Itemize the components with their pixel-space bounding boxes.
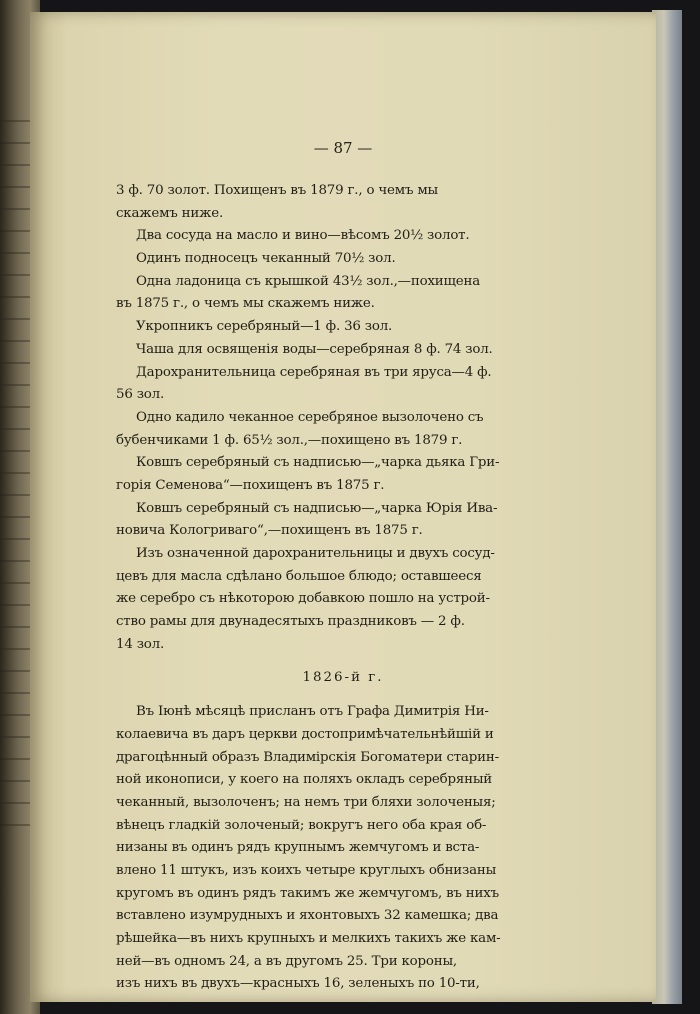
year-heading: 1826-й г. (302, 670, 384, 686)
text-line: скажемъ ниже. (116, 205, 224, 221)
page-number: — 87 — (313, 139, 373, 157)
section-gap (116, 656, 560, 661)
text-block-1 (116, 180, 560, 656)
text-line: Чаша для освященія воды—серебряная 8 ф. 74 зол. (136, 341, 493, 357)
book-page (30, 12, 656, 1002)
text-line: вставлено изумрудныхъ и яхонтовыхъ 32 камешка; два (116, 908, 499, 924)
text-line: 3 ф. 70 золот. Похищенъ въ 1879 г., о чемъ мы (116, 183, 439, 198)
text-line: чеканный, вызолоченъ; на немъ три бляхи золоченыя; (116, 794, 496, 810)
text-line: Въ Іюнѣ мѣсяцѣ присланъ отъ Графа Димитрія Ни- (136, 704, 489, 720)
text-line: Одинъ подносецъ чеканный 70½ зол. (136, 251, 396, 267)
text-line: Изъ означенной дарохранительницы и двухъ сосуд- (136, 546, 495, 561)
text-line: изъ нихъ въ двухъ—красныхъ 16, зеленыхъ по 10-ти, (116, 976, 480, 992)
text-line: ство рамы для двунадесятыхъ праздниковъ — 2 ф. (116, 614, 465, 630)
text-line: бубенчиками 1 ф. 65½ зол.,—похищено въ 1879 г. (116, 432, 463, 448)
text-line: цевъ для масла сдѣлано большое блюдо; оставшееся (116, 568, 482, 584)
text-line: 56 зол. (116, 387, 165, 403)
text-line: колаевича въ даръ церкви достопримѣчательнѣйшій и (116, 726, 494, 742)
text-line: Два сосуда на масло и вино—вѣсомъ 20½ золот. (136, 228, 470, 244)
text-line: въ 1875 г., о чемъ мы скажемъ ниже. (116, 296, 375, 312)
text-line: ной иконописи, у коего на поляхъ окладъ серебряный (116, 772, 493, 788)
text-line: рѣшейка—въ нихъ крупныхъ и мелкихъ такихъ же кам- (116, 931, 501, 946)
page-text (116, 180, 560, 996)
text-line: низаны въ одинъ рядъ крупнымъ жемчугомъ и вста- (116, 840, 480, 856)
text-line: Укропникъ серебряный—1 ф. 36 зол. (136, 319, 393, 335)
text-line: новича Кологриваго“,—похищенъ въ 1875 г. (116, 523, 423, 539)
text-line: Одна ладоница съ крышкой 43½ зол.,—похищена (136, 273, 481, 289)
text-block-2 (116, 701, 560, 996)
text-line: горія Семенова“—похищенъ въ 1875 г. (116, 477, 385, 493)
text-line: влено 11 штукъ, изъ коихъ четыре круглыхъ обнизаны (116, 862, 497, 878)
text-line: ней—въ одномъ 24, а въ другомъ 25. Три короны, (116, 953, 457, 969)
text-line: Дарохранительница серебряная въ три яруса—4 ф. (136, 364, 492, 380)
text-line: Одно кадило чеканное серебряное вызолочено съ (136, 409, 484, 425)
text-line: же серебро съ нѣкоторою добавкою пошло на устрой- (116, 591, 490, 607)
text-line: кругомъ въ одинъ рядъ такимъ же жемчугомъ, въ нихъ (116, 885, 499, 901)
text-line: Ковшъ серебряный съ надписью—„чарка дьяка Гри- (136, 455, 500, 471)
page-stack-edge (652, 10, 682, 1004)
text-line: 14 зол. (116, 636, 165, 652)
text-line: драгоцѣнный образъ Владимірскія Богоматери старин- (116, 749, 499, 765)
text-line: Ковшъ серебряный съ надписью—„чарка Юрія Ива- (136, 500, 498, 516)
text-line: вѣнецъ гладкій золоченый; вокругъ него оба края об- (116, 817, 487, 833)
